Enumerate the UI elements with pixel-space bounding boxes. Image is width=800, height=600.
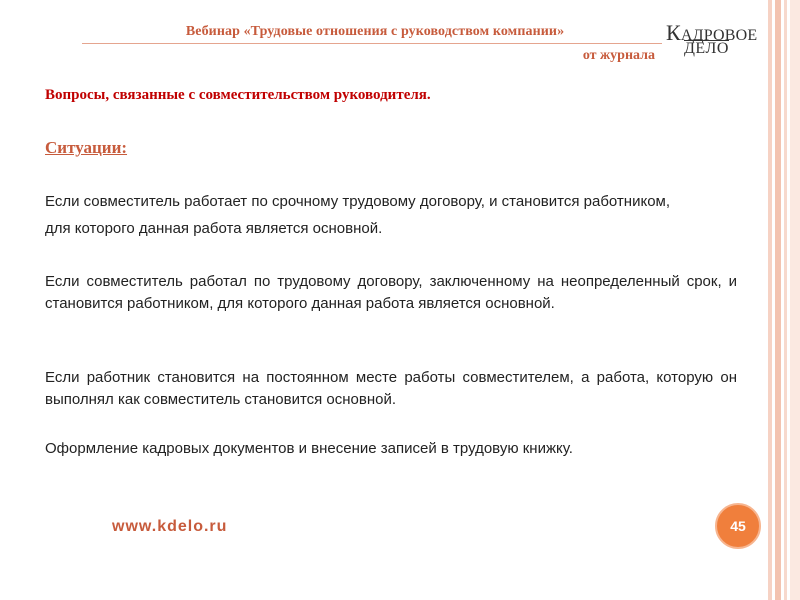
situation-paragraph: Если совместитель работает по срочному трудовому договору, и становится работником, для которого данная работа является основной. xyxy=(45,193,671,237)
webinar-title: Вебинар «Трудовые отношения с руководством компании» xyxy=(185,24,565,39)
decorative-stripe xyxy=(768,0,772,600)
situation-paragraph: Если совместитель работал по трудовому договору, заключенному на неопределенный срок, и становится работником, для которого данная работа является основной. xyxy=(45,273,737,312)
website-link[interactable]: www.kdelo.ru xyxy=(112,518,228,535)
logo-line-2: ДЕЛО xyxy=(684,40,729,57)
situation-paragraph: Если работник становится на постоянном месте работы совместителем, а работа, которую он выполнял как совместитель становится основной. xyxy=(45,369,737,408)
decorative-stripe xyxy=(775,0,781,600)
section-title: Вопросы, связанные с совместительством руководителя. xyxy=(45,87,431,103)
journal-logo xyxy=(666,20,756,60)
decorative-stripe xyxy=(790,0,800,600)
header-divider xyxy=(82,43,662,44)
decorative-stripe xyxy=(784,0,787,600)
page-number-badge: 45 xyxy=(715,503,761,549)
logo-line-1: КАДРОВОЕ xyxy=(666,20,758,45)
situations-heading: Ситуации: xyxy=(45,138,128,157)
situation-paragraph: Оформление кадровых документов и внесение записей в трудовую книжку. xyxy=(45,440,573,457)
webinar-subtitle: от журнала xyxy=(582,48,655,63)
